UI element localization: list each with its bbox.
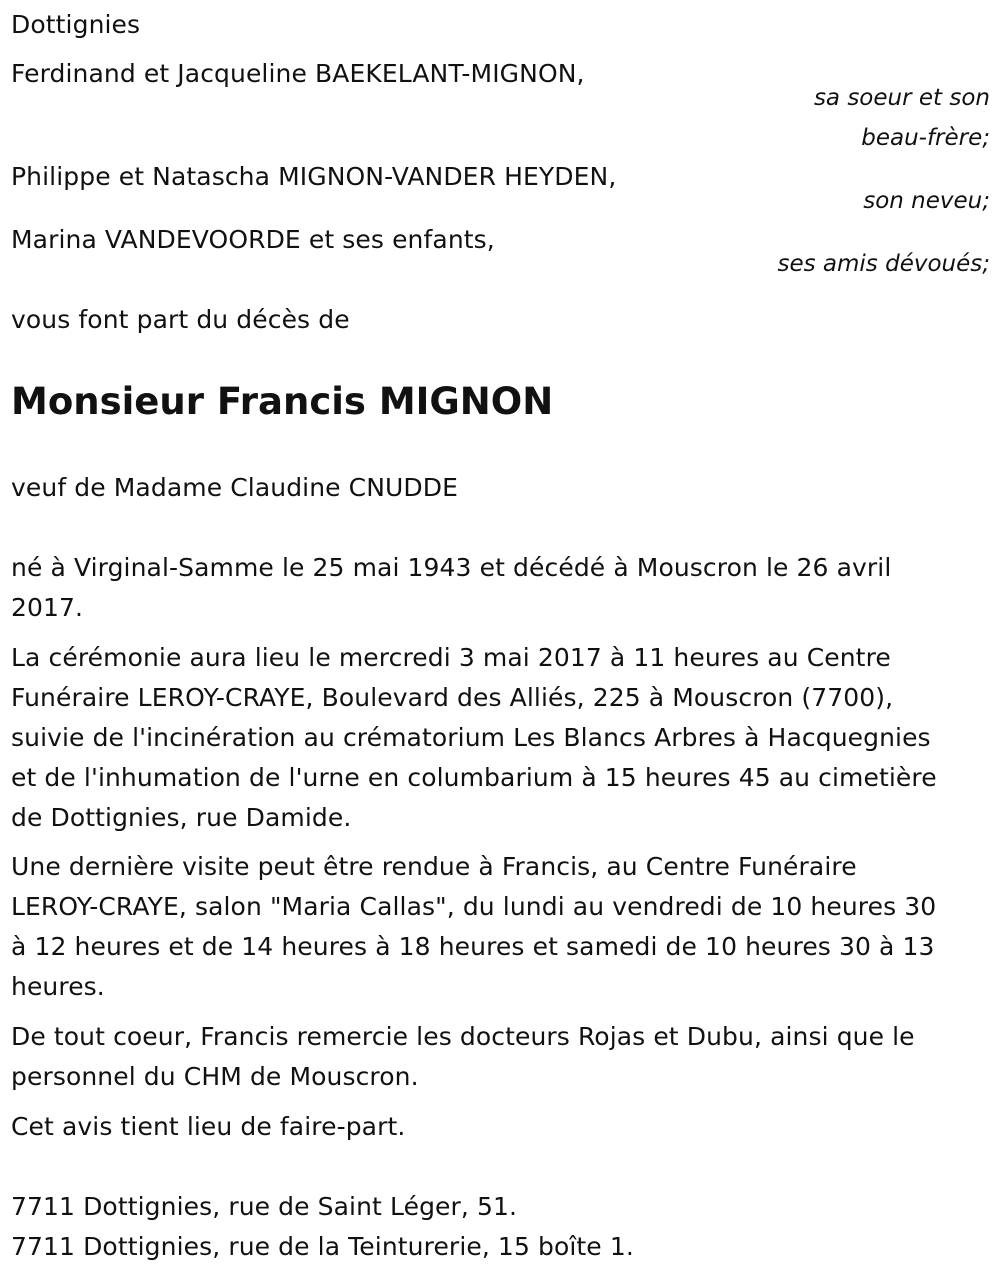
- visit-line: Une dernière visite peut être rendue à Francis, au Centre Funéraire: [11, 852, 857, 881]
- family-member-relation: sa soeur et son: [813, 85, 990, 111]
- birth-death-line: 2017.: [11, 593, 84, 622]
- ceremony-line: et de l'inhumation de l'urne en columbarium à 15 heures 45 au cimetière: [11, 763, 937, 792]
- visit-line: à 12 heures et de 14 heures à 18 heures et samedi de 10 heures 30 à 13: [11, 932, 935, 961]
- ceremony-line: Funéraire LEROY-CRAYE, Boulevard des Alliés, 225 à Mouscron (7700),: [11, 683, 894, 712]
- family-member-relation: son neveu;: [863, 188, 990, 214]
- birth-death-line: né à Virginal-Samme le 25 mai 1943 et décédé à Mouscron le 26 avril: [11, 553, 892, 582]
- family-member-relation: ses amis dévoués;: [777, 251, 990, 277]
- thanks-line: personnel du CHM de Mouscron.: [11, 1062, 419, 1091]
- location-heading: Dottignies: [11, 10, 141, 39]
- notice-line: Cet avis tient lieu de faire-part.: [11, 1112, 406, 1141]
- ceremony-line: de Dottignies, rue Damide.: [11, 803, 352, 832]
- family-member-names: Ferdinand et Jacqueline BAEKELANT-MIGNON,: [11, 59, 585, 88]
- ceremony-line: La cérémonie aura lieu le mercredi 3 mai 2017 à 11 heures au Centre: [11, 643, 891, 672]
- family-member-relation: beau-frère;: [861, 125, 990, 151]
- visit-line: LEROY-CRAYE, salon "Maria Callas", du lundi au vendredi de 10 heures 30: [11, 892, 937, 921]
- ceremony-line: suivie de l'incinération au crématorium Les Blancs Arbres à Hacquegnies: [11, 723, 931, 752]
- widower-line: veuf de Madame Claudine CNUDDE: [11, 473, 459, 502]
- visit-line: heures.: [11, 972, 105, 1001]
- deceased-name: Monsieur Francis MIGNON: [11, 380, 554, 423]
- thanks-line: De tout coeur, Francis remercie les docteurs Rojas et Dubu, ainsi que le: [11, 1022, 915, 1051]
- announcement-intro: vous font part du décès de: [11, 305, 350, 334]
- family-member-names: Marina VANDEVOORDE et ses enfants,: [11, 225, 495, 254]
- family-member-names: Philippe et Natascha MIGNON-VANDER HEYDEN,: [11, 162, 617, 191]
- address-line: 7711 Dottignies, rue de la Teinturerie, 15 boîte 1.: [11, 1232, 634, 1261]
- address-line: 7711 Dottignies, rue de Saint Léger, 51.: [11, 1192, 518, 1221]
